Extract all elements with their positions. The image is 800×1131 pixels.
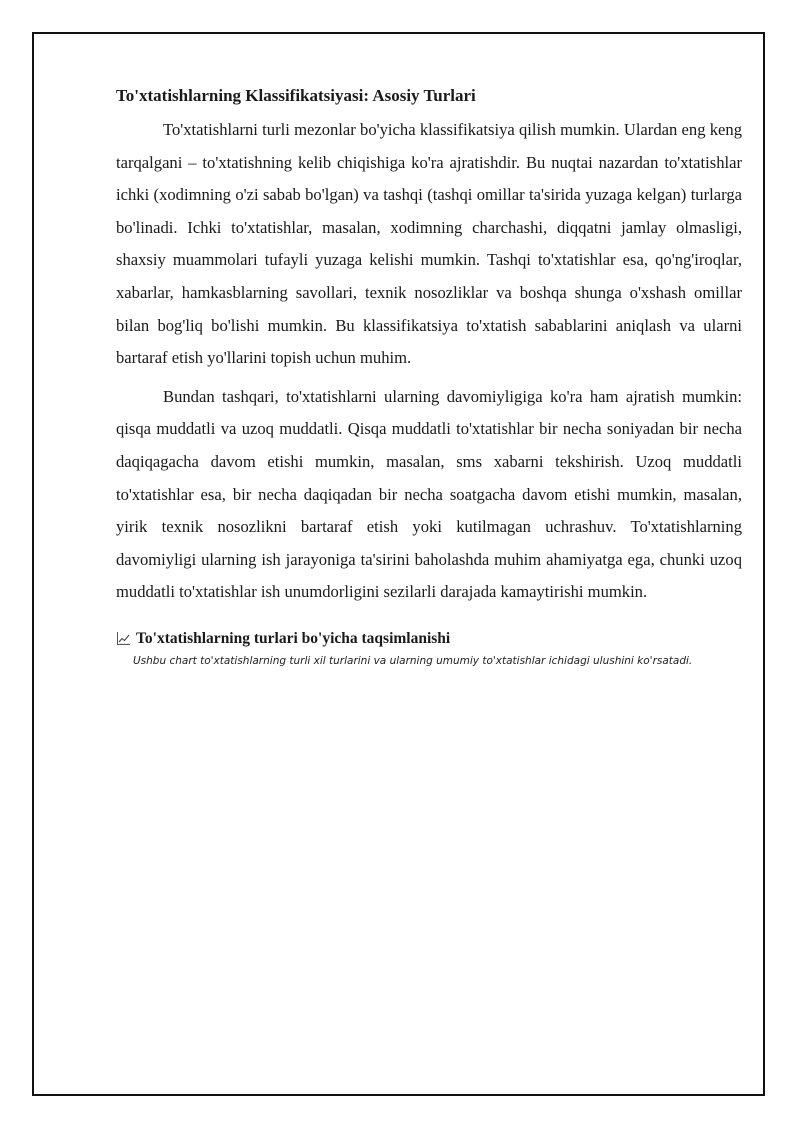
chart-caption: Ushbu chart to'xtatishlarning turli xil turlarini va ularning umumiy to'xtatishlar ichidagi ulushini ko'rsatadi. <box>133 654 693 667</box>
chart-heading-text: To'xtatishlarning turlari bo'yicha taqsimlanishi <box>136 629 451 647</box>
paragraph-classification-duration: Bundan tashqari, to'xtatishlarni ularning davomiyligiga ko'ra ham ajratish mumkin: qisqa muddatli va uzoq muddatli. Qisqa muddatli to'xtatishlar bir necha soniyadan bir necha daqiqagacha davom etishi mumkin, masalan, sms xabarni tekshirish. Uzoq muddatli to'xtatishlar esa, bir necha daqiqadan bir necha soatgacha davom etishi mumkin, masalan, yirik texnik nosozlikni bartaraf etish yoki kutilmagan uchrashuv. To'xtatishlarning davomiyligi ularning ish jarayoniga ta'sirini baholashda muhim ahamiyatga ega, chunki uzoq muddatli to'xtatishlar ish unumdorligini sezilarli darajada kamaytirishi mumkin. <box>116 386 742 602</box>
chart-increasing-icon <box>116 631 131 646</box>
section-title: To'xtatishlarning Klassifikatsiyasi: Asosiy Turlari <box>116 86 476 105</box>
paragraph-classification-origin: To'xtatishlarni turli mezonlar bo'yicha klassifikatsiya qilish mumkin. Ulardan eng keng tarqalgani – to'xtatishning kelib chiqishiga ko'ra ajratishdir. Bu nuqtai nazardan to'xtatishlar ichki (xodimning o'zi sabab bo'lgan) va tashqi (tashqi omillar ta'sirida yuzaga kelgan) turlarga bo'linadi. Ichki to'xtatishlar, masalan, xodimning charchashi, diqqatni jamlay olmasligi, shaxsiy muammolari tufayli yuzaga kelishi mumkin. Tashqi to'xtatishlar esa, qo'ng'iroqlar, xabarlar, hamkasblarning savollari, texnik nosozliklar va boshqa shunga o'xshash omillar bilan bog'liq bo'lishi mumkin. Bu klassifikatsiya to'xtatish sabablarini aniqlash va ularni bartaraf etish yo'llarini topish uchun muhim. <box>116 120 742 368</box>
chart-heading <box>116 629 742 649</box>
document-body <box>116 84 742 669</box>
chart-section <box>116 629 742 669</box>
